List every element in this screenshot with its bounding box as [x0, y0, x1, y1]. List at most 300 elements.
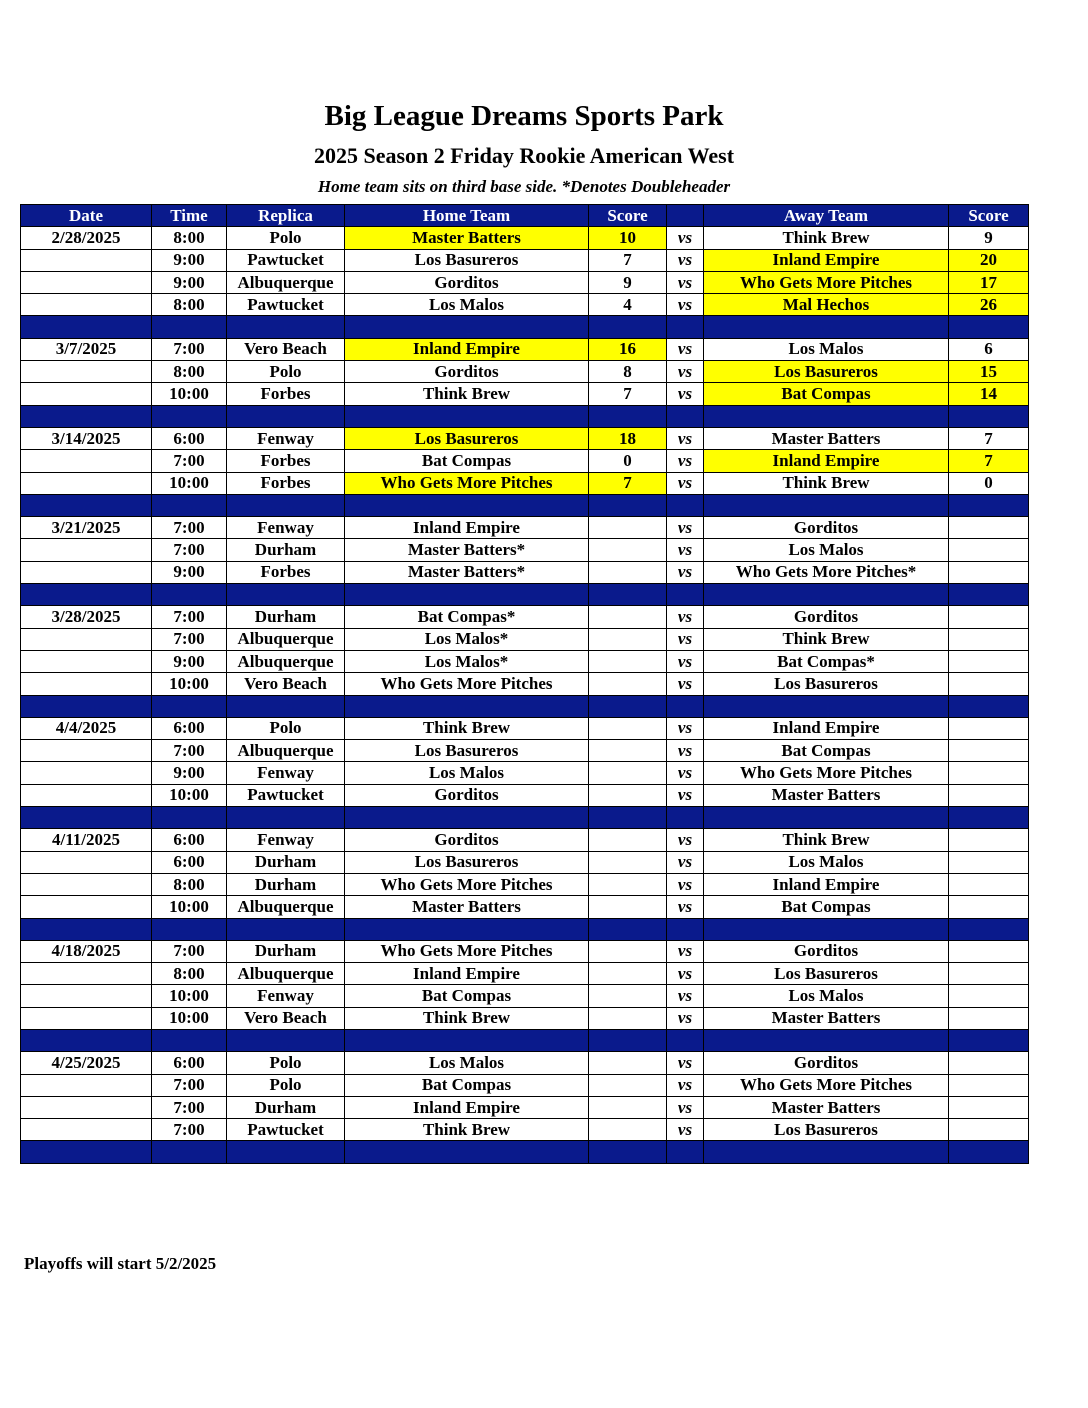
separator-cell: [152, 1029, 227, 1051]
separator-cell: [667, 494, 704, 516]
away-score: [949, 1052, 1029, 1074]
col-header-time: Time: [152, 205, 227, 227]
game-date: 3/28/2025: [21, 606, 152, 628]
away-score: [949, 762, 1029, 784]
home-team: Who Gets More Pitches: [345, 940, 589, 962]
col-header-date: Date: [21, 205, 152, 227]
table-row: [21, 829, 1029, 851]
separator-cell: [589, 494, 667, 516]
game-time: 6:00: [152, 829, 227, 851]
schedule-note: Home team sits on third base side. *Denotes Doubleheader: [317, 177, 731, 196]
game-time: 9:00: [152, 249, 227, 271]
separator-cell: [345, 918, 589, 940]
away-score: [949, 873, 1029, 895]
separator-cell: [704, 918, 949, 940]
away-score: 17: [949, 271, 1029, 293]
away-score: [949, 963, 1029, 985]
game-time: 6:00: [152, 717, 227, 739]
game-time: 7:00: [152, 1074, 227, 1096]
separator-cell: [345, 316, 589, 338]
away-score: [949, 673, 1029, 695]
home-team: Master Batters*: [345, 561, 589, 583]
separator-cell: [704, 1141, 949, 1163]
separator-cell: [949, 918, 1029, 940]
game-date: [21, 450, 152, 472]
home-team: Think Brew: [345, 1007, 589, 1029]
game-date: [21, 472, 152, 494]
game-replica: Albuquerque: [227, 896, 345, 918]
game-replica: Albuquerque: [227, 650, 345, 672]
game-time: 10:00: [152, 896, 227, 918]
away-team: Think Brew: [704, 472, 949, 494]
game-time: 7:00: [152, 606, 227, 628]
away-score: 14: [949, 383, 1029, 405]
table-row: [21, 271, 1029, 293]
away-score: 7: [949, 427, 1029, 449]
away-team: Gorditos: [704, 940, 949, 962]
separator-cell: [21, 405, 152, 427]
home-score: [589, 606, 667, 628]
away-team: Bat Compas: [704, 740, 949, 762]
home-score: [589, 1119, 667, 1141]
table-row: [21, 851, 1029, 873]
away-score: [949, 561, 1029, 583]
home-score: [589, 985, 667, 1007]
away-team: Los Malos: [704, 985, 949, 1007]
game-date: 4/18/2025: [21, 940, 152, 962]
vs-label: vs: [667, 294, 704, 316]
home-score: [589, 784, 667, 806]
vs-label: vs: [667, 1096, 704, 1118]
game-time: 7:00: [152, 740, 227, 762]
game-replica: Polo: [227, 717, 345, 739]
away-team: Inland Empire: [704, 717, 949, 739]
game-replica: Vero Beach: [227, 338, 345, 360]
away-team: Los Malos: [704, 338, 949, 360]
home-score: [589, 940, 667, 962]
separator-cell: [152, 316, 227, 338]
table-row: [21, 539, 1029, 561]
away-score: [949, 940, 1029, 962]
home-team: Bat Compas: [345, 1074, 589, 1096]
away-team: Los Basureros: [704, 963, 949, 985]
home-score: [589, 539, 667, 561]
game-date: 2/28/2025: [21, 227, 152, 249]
game-time: 9:00: [152, 271, 227, 293]
week-separator-row: [21, 494, 1029, 516]
game-date: 3/21/2025: [21, 517, 152, 539]
game-replica: Fenway: [227, 427, 345, 449]
separator-cell: [704, 807, 949, 829]
game-replica: Durham: [227, 539, 345, 561]
game-replica: Pawtucket: [227, 249, 345, 271]
away-score: [949, 896, 1029, 918]
home-score: [589, 762, 667, 784]
game-replica: Fenway: [227, 829, 345, 851]
away-team: Master Batters: [704, 784, 949, 806]
home-team: Los Malos: [345, 1052, 589, 1074]
home-score: 7: [589, 383, 667, 405]
table-row: [21, 427, 1029, 449]
vs-label: vs: [667, 227, 704, 249]
vs-label: vs: [667, 650, 704, 672]
table-row: [21, 985, 1029, 1007]
game-replica: Vero Beach: [227, 673, 345, 695]
separator-cell: [667, 1029, 704, 1051]
table-row: [21, 784, 1029, 806]
vs-label: vs: [667, 717, 704, 739]
separator-cell: [667, 584, 704, 606]
table-row: [21, 940, 1029, 962]
home-team: Master Batters*: [345, 539, 589, 561]
vs-label: vs: [667, 985, 704, 1007]
away-team: Inland Empire: [704, 249, 949, 271]
home-score: [589, 628, 667, 650]
vs-label: vs: [667, 450, 704, 472]
game-replica: Fenway: [227, 985, 345, 1007]
col-header-home-team: Home Team: [345, 205, 589, 227]
vs-label: vs: [667, 762, 704, 784]
away-score: 9: [949, 227, 1029, 249]
game-time: 7:00: [152, 517, 227, 539]
home-team: Gorditos: [345, 361, 589, 383]
game-replica: Forbes: [227, 450, 345, 472]
table-row: [21, 1119, 1029, 1141]
away-score: [949, 1096, 1029, 1118]
game-time: 9:00: [152, 650, 227, 672]
separator-cell: [21, 918, 152, 940]
table-row: [21, 628, 1029, 650]
separator-cell: [345, 584, 589, 606]
game-date: [21, 1074, 152, 1096]
home-team: Inland Empire: [345, 1096, 589, 1118]
game-replica: Albuquerque: [227, 271, 345, 293]
home-score: 0: [589, 450, 667, 472]
game-time: 8:00: [152, 873, 227, 895]
table-row: [21, 650, 1029, 672]
away-score: 20: [949, 249, 1029, 271]
home-score: 18: [589, 427, 667, 449]
home-team: Who Gets More Pitches: [345, 673, 589, 695]
game-date: [21, 539, 152, 561]
game-time: 8:00: [152, 227, 227, 249]
away-score: 15: [949, 361, 1029, 383]
separator-cell: [345, 1141, 589, 1163]
away-team: Los Malos: [704, 539, 949, 561]
separator-cell: [227, 494, 345, 516]
game-replica: Pawtucket: [227, 784, 345, 806]
table-row: [21, 450, 1029, 472]
separator-cell: [589, 807, 667, 829]
game-date: [21, 762, 152, 784]
separator-cell: [152, 807, 227, 829]
week-separator-row: [21, 807, 1029, 829]
home-score: 7: [589, 472, 667, 494]
separator-cell: [589, 1141, 667, 1163]
game-date: [21, 271, 152, 293]
game-date: 4/4/2025: [21, 717, 152, 739]
game-replica: Forbes: [227, 472, 345, 494]
game-date: [21, 561, 152, 583]
home-team: Inland Empire: [345, 338, 589, 360]
week-separator-row: [21, 1029, 1029, 1051]
separator-cell: [667, 316, 704, 338]
separator-cell: [21, 1141, 152, 1163]
separator-cell: [949, 584, 1029, 606]
home-score: [589, 717, 667, 739]
separator-cell: [21, 494, 152, 516]
vs-label: vs: [667, 383, 704, 405]
separator-cell: [667, 1141, 704, 1163]
separator-cell: [704, 494, 949, 516]
away-score: [949, 985, 1029, 1007]
separator-cell: [152, 1141, 227, 1163]
separator-cell: [227, 807, 345, 829]
game-time: 6:00: [152, 1052, 227, 1074]
game-date: [21, 383, 152, 405]
away-team: Think Brew: [704, 227, 949, 249]
week-separator-row: [21, 405, 1029, 427]
separator-cell: [667, 918, 704, 940]
home-team: Think Brew: [345, 383, 589, 405]
game-time: 7:00: [152, 338, 227, 360]
game-replica: Forbes: [227, 383, 345, 405]
separator-cell: [667, 695, 704, 717]
away-score: [949, 517, 1029, 539]
separator-cell: [152, 584, 227, 606]
col-header-replica: Replica: [227, 205, 345, 227]
home-score: [589, 1007, 667, 1029]
away-team: Los Basureros: [704, 1119, 949, 1141]
separator-cell: [227, 918, 345, 940]
page-subtitle: 2025 Season 2 Friday Rookie American West: [313, 143, 735, 168]
table-row: [21, 1052, 1029, 1074]
separator-cell: [949, 316, 1029, 338]
separator-cell: [704, 584, 949, 606]
game-replica: Fenway: [227, 517, 345, 539]
home-team: Bat Compas: [345, 985, 589, 1007]
col-header-home-score: Score: [589, 205, 667, 227]
table-row: [21, 227, 1029, 249]
game-time: 8:00: [152, 294, 227, 316]
separator-cell: [704, 695, 949, 717]
separator-cell: [589, 1029, 667, 1051]
table-row: [21, 249, 1029, 271]
away-score: [949, 1007, 1029, 1029]
table-row: [21, 673, 1029, 695]
away-team: Mal Hechos: [704, 294, 949, 316]
vs-label: vs: [667, 896, 704, 918]
game-replica: Polo: [227, 1052, 345, 1074]
separator-cell: [227, 584, 345, 606]
table-row: [21, 762, 1029, 784]
separator-cell: [345, 807, 589, 829]
game-time: 9:00: [152, 561, 227, 583]
game-date: [21, 1119, 152, 1141]
game-time: 7:00: [152, 539, 227, 561]
away-score: [949, 851, 1029, 873]
separator-cell: [667, 405, 704, 427]
home-team: Los Malos: [345, 294, 589, 316]
game-replica: Albuquerque: [227, 628, 345, 650]
game-time: 9:00: [152, 762, 227, 784]
col-header-vs: [667, 205, 704, 227]
game-date: [21, 740, 152, 762]
separator-cell: [589, 695, 667, 717]
game-time: 10:00: [152, 1007, 227, 1029]
away-score: [949, 717, 1029, 739]
home-score: [589, 1052, 667, 1074]
game-date: [21, 673, 152, 695]
game-date: [21, 963, 152, 985]
home-team: Los Malos*: [345, 650, 589, 672]
game-date: 3/7/2025: [21, 338, 152, 360]
vs-label: vs: [667, 963, 704, 985]
separator-cell: [21, 807, 152, 829]
game-replica: Pawtucket: [227, 294, 345, 316]
home-score: 9: [589, 271, 667, 293]
home-team: Who Gets More Pitches: [345, 873, 589, 895]
vs-label: vs: [667, 561, 704, 583]
separator-cell: [227, 1029, 345, 1051]
home-team: Think Brew: [345, 717, 589, 739]
game-replica: Pawtucket: [227, 1119, 345, 1141]
game-date: [21, 873, 152, 895]
game-replica: Vero Beach: [227, 1007, 345, 1029]
away-team: Who Gets More Pitches: [704, 271, 949, 293]
separator-cell: [21, 316, 152, 338]
away-team: Bat Compas: [704, 383, 949, 405]
separator-cell: [589, 584, 667, 606]
table-row: [21, 717, 1029, 739]
separator-cell: [152, 695, 227, 717]
away-team: Bat Compas: [704, 896, 949, 918]
game-time: 10:00: [152, 784, 227, 806]
away-team: Master Batters: [704, 427, 949, 449]
separator-cell: [345, 494, 589, 516]
away-team: Who Gets More Pitches: [704, 762, 949, 784]
home-score: 16: [589, 338, 667, 360]
game-replica: Durham: [227, 851, 345, 873]
away-team: Inland Empire: [704, 450, 949, 472]
vs-label: vs: [667, 829, 704, 851]
vs-label: vs: [667, 1119, 704, 1141]
week-separator-row: [21, 695, 1029, 717]
home-team: Los Malos*: [345, 628, 589, 650]
separator-cell: [949, 807, 1029, 829]
away-team: Inland Empire: [704, 873, 949, 895]
game-date: [21, 361, 152, 383]
game-time: 8:00: [152, 963, 227, 985]
game-time: 7:00: [152, 940, 227, 962]
separator-cell: [21, 1029, 152, 1051]
vs-label: vs: [667, 851, 704, 873]
away-score: [949, 740, 1029, 762]
separator-cell: [949, 695, 1029, 717]
vs-label: vs: [667, 517, 704, 539]
home-team: Gorditos: [345, 829, 589, 851]
table-row: [21, 963, 1029, 985]
home-score: [589, 517, 667, 539]
away-team: Gorditos: [704, 1052, 949, 1074]
week-separator-row: [21, 584, 1029, 606]
game-time: 8:00: [152, 361, 227, 383]
game-date: [21, 628, 152, 650]
home-team: Who Gets More Pitches: [345, 472, 589, 494]
away-team: Gorditos: [704, 606, 949, 628]
home-score: [589, 1074, 667, 1096]
separator-cell: [704, 1029, 949, 1051]
separator-cell: [227, 695, 345, 717]
vs-label: vs: [667, 539, 704, 561]
home-team: Think Brew: [345, 1119, 589, 1141]
away-team: Bat Compas*: [704, 650, 949, 672]
separator-cell: [589, 918, 667, 940]
week-separator-row: [21, 918, 1029, 940]
game-replica: Albuquerque: [227, 963, 345, 985]
separator-cell: [949, 405, 1029, 427]
home-score: 8: [589, 361, 667, 383]
separator-cell: [949, 1029, 1029, 1051]
game-time: 10:00: [152, 985, 227, 1007]
home-team: Los Basureros: [345, 851, 589, 873]
table-row: [21, 383, 1029, 405]
home-team: Master Batters: [345, 227, 589, 249]
playoffs-note: Playoffs will start 5/2/2025: [24, 1254, 217, 1273]
vs-label: vs: [667, 472, 704, 494]
away-team: Los Basureros: [704, 361, 949, 383]
away-score: [949, 1074, 1029, 1096]
game-date: [21, 1007, 152, 1029]
table-row: [21, 740, 1029, 762]
schedule-table: [20, 204, 1029, 1164]
game-replica: Polo: [227, 1074, 345, 1096]
col-header-away-team: Away Team: [704, 205, 949, 227]
game-replica: Polo: [227, 227, 345, 249]
table-row: [21, 896, 1029, 918]
separator-cell: [949, 1141, 1029, 1163]
vs-label: vs: [667, 1052, 704, 1074]
home-team: Master Batters: [345, 896, 589, 918]
home-team: Los Malos: [345, 762, 589, 784]
vs-label: vs: [667, 606, 704, 628]
away-score: [949, 606, 1029, 628]
away-team: Los Malos: [704, 851, 949, 873]
vs-label: vs: [667, 1007, 704, 1029]
game-time: 7:00: [152, 1119, 227, 1141]
table-row: [21, 361, 1029, 383]
separator-cell: [21, 584, 152, 606]
table-row: [21, 294, 1029, 316]
game-date: [21, 851, 152, 873]
game-time: 10:00: [152, 673, 227, 695]
table-row: [21, 561, 1029, 583]
home-team: Bat Compas*: [345, 606, 589, 628]
separator-cell: [152, 494, 227, 516]
home-score: [589, 561, 667, 583]
game-time: 7:00: [152, 450, 227, 472]
home-score: [589, 740, 667, 762]
away-score: [949, 539, 1029, 561]
table-row: [21, 472, 1029, 494]
game-time: 10:00: [152, 383, 227, 405]
separator-cell: [589, 316, 667, 338]
game-date: [21, 985, 152, 1007]
separator-cell: [589, 405, 667, 427]
separator-cell: [949, 494, 1029, 516]
game-time: 6:00: [152, 427, 227, 449]
game-date: 4/11/2025: [21, 829, 152, 851]
